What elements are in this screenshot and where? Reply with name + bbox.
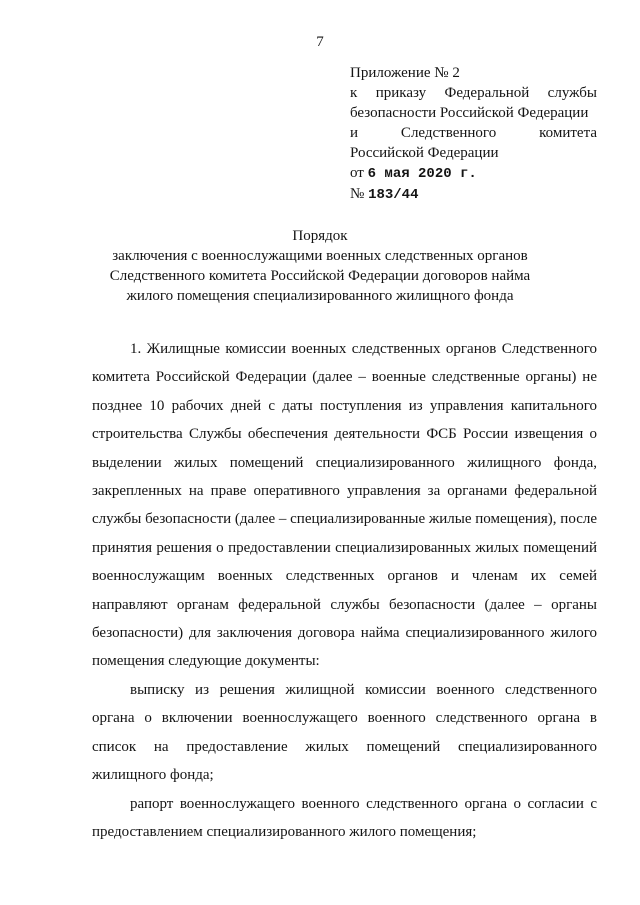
appendix-date-line <box>350 163 597 184</box>
paragraph-3: рапорт военнослужащего военного следственного органа о согласии с предоставлением специализированного жилого помещения; <box>92 795 597 840</box>
title-line-1: заключения с военнослужащими военных следственных органов <box>112 248 528 264</box>
appendix-date-prefix: от <box>350 165 368 181</box>
appendix-federation-line: Российской Федерации <box>350 145 499 161</box>
paragraph-2: выписку из решения жилищной комиссии военного следственного органа о включении военнослужащего военного следственного органа в список на предоставление жилых помещений специализированного жилищного фонда; <box>92 681 597 784</box>
appendix-number-value: 183/44 <box>368 187 419 203</box>
appendix-committee-line: и Следственного комитета <box>350 125 597 141</box>
title-heading: Порядок <box>292 228 348 244</box>
appendix-block <box>350 63 597 205</box>
appendix-date-value: 6 мая 2020 г. <box>367 166 477 182</box>
document-body <box>92 335 597 846</box>
appendix-fsb-line: безопасности Российской Федерации <box>350 105 589 121</box>
appendix-order-line: к приказу Федеральной службы <box>350 85 597 101</box>
appendix-number-line <box>350 184 597 205</box>
title-line-2: Следственного комитета Российской Федерации договоров найма <box>109 268 531 284</box>
document-title <box>80 226 560 306</box>
appendix-title: Приложение № 2 <box>350 65 460 81</box>
appendix-number-prefix: № <box>350 186 369 202</box>
paragraph-1: 1. Жилищные комиссии военных следственных органов Следственного комитета Российской Федерации (далее – военные следственные органы) не позднее 10 рабочих дней с даты поступления из управления капитального строительства Службы обеспечения деятельности ФСБ России извещения о выделении жилых помещений специализированного жилищного фонда, закрепленных на праве оперативного управления за органами федеральной службы безопасности (далее – специализированные жилые помещения), после принятия решения о предоставлении специализированных жилых помещений военнослужащим военных следственных органов и членам их семей направляют органам федеральной службы безопасности (далее – органы безопасности) для заключения договора найма специализированного жилого помещения следующие документы: <box>92 341 597 670</box>
page-number: 7 <box>316 34 324 50</box>
title-line-3: жилого помещения специализированного жилищного фонда <box>126 288 514 304</box>
